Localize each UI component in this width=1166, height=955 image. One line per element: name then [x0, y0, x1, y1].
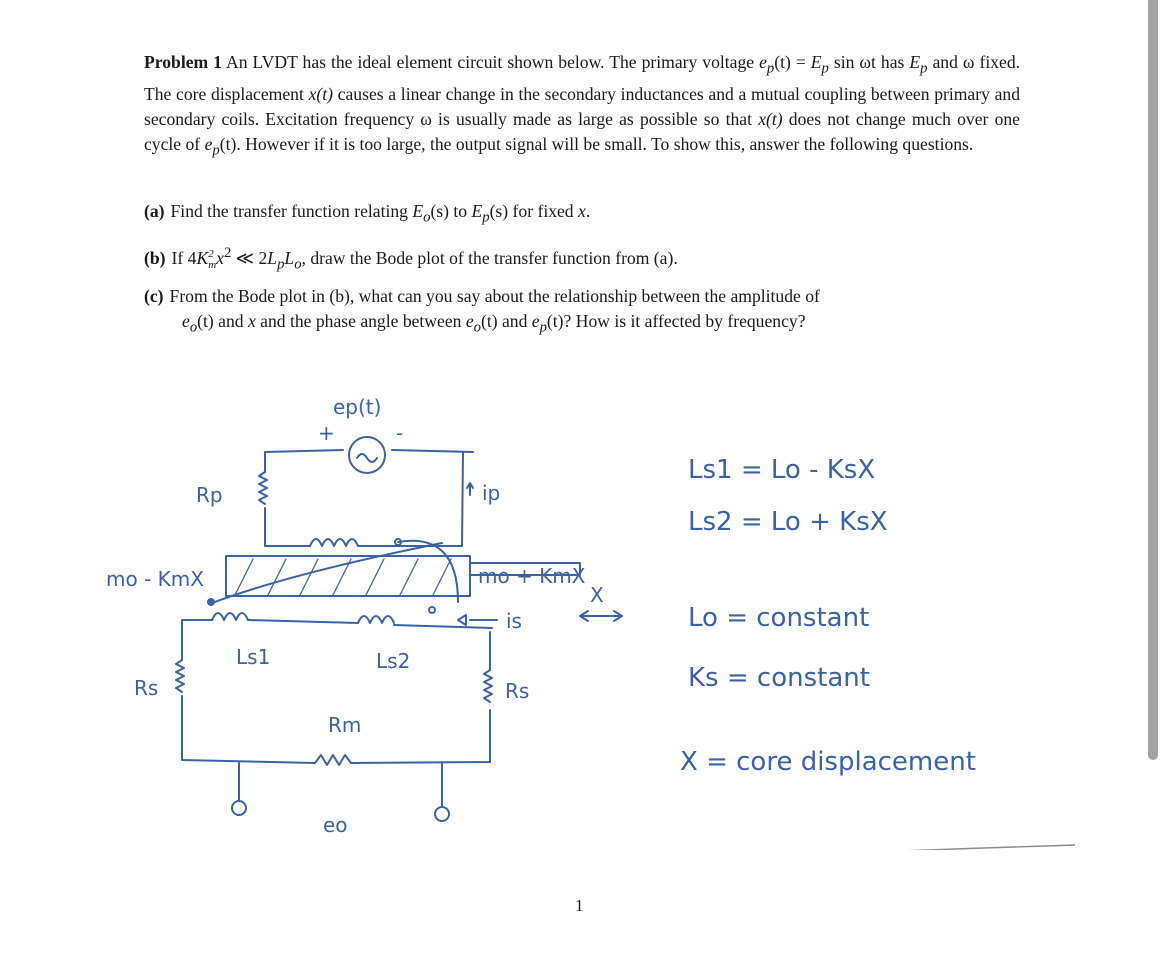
question-label: (a)	[144, 201, 165, 221]
math: x	[247, 311, 256, 332]
rs-right-label: Rs	[505, 679, 530, 703]
question-label: (b)	[144, 247, 166, 268]
question-text: .	[585, 201, 591, 221]
math: L	[284, 247, 295, 268]
problem-text: (t) =	[774, 52, 811, 72]
math-sup: 2	[223, 245, 232, 261]
math-sub: p	[766, 60, 775, 77]
displacement-arrow-icon	[580, 611, 622, 621]
output-terminal-left-icon	[232, 801, 246, 815]
core-rect	[226, 556, 470, 596]
note-ls2-equation: Ls2 = Lo + KsX	[688, 507, 888, 537]
question-label: (c)	[144, 286, 164, 306]
math-sub: o	[189, 319, 198, 336]
question-text: and the phase angle between	[255, 311, 466, 332]
ls1-label: Ls1	[236, 645, 271, 669]
x-label: X	[590, 583, 604, 607]
math-sup: 2	[208, 247, 214, 260]
question-text: (t) and	[197, 311, 248, 332]
secondary-coil-1-icon	[212, 613, 248, 620]
secondary-coil-2-icon	[358, 616, 394, 623]
question-b	[144, 241, 1024, 278]
problem-text: causes a linear change in the secondary inductances and a mutual coupling between primary and secondary coils. Excitation frequency ω is usually made as large as possible so that	[144, 83, 1020, 129]
question-text: From the Bode plot in (b), what can you say about the relationship between the amplitude of	[169, 286, 820, 306]
problem-text: and ω fixed. The core displacement	[144, 52, 1021, 104]
math: E	[471, 201, 483, 221]
minus-label: -	[396, 421, 404, 445]
math: E	[909, 52, 921, 72]
math: K	[196, 247, 209, 268]
math: E	[810, 52, 822, 72]
math: L	[267, 247, 278, 268]
math-sub: o	[294, 256, 302, 273]
math: e	[531, 311, 540, 332]
note-ks-constant: Ks = constant	[688, 663, 870, 693]
core-right-label: mo + KmX	[478, 564, 586, 588]
vertical-scrollbar[interactable]	[1148, 0, 1158, 760]
source-label: ep(t)	[333, 395, 382, 419]
question-text: (t)? How is it affected by frequency?	[546, 311, 806, 332]
question-text: Find the transfer function relating	[170, 201, 413, 221]
problem-text: does not change much over one cycle of	[144, 108, 1020, 155]
question-text: ≪ 2	[231, 247, 268, 268]
math-sub: p	[277, 256, 285, 273]
note-ls1-equation: Ls1 = Lo - KsX	[688, 455, 876, 485]
problem-text: An LVDT has the ideal element circuit shown below. The primary voltage	[221, 52, 760, 72]
question-c	[144, 284, 1024, 341]
math-sub: p	[482, 209, 490, 226]
secondary-resistor-left-icon	[176, 660, 184, 692]
math: x(t)	[758, 108, 783, 129]
ls2-label: Ls2	[376, 649, 411, 673]
scan-line	[85, 845, 1075, 850]
math-sub: o	[473, 319, 481, 336]
question-text: If 4	[171, 247, 197, 268]
note-x-definition: X = core displacement	[680, 747, 976, 777]
question-text: (t) and	[480, 311, 532, 332]
core-left-label: mo - KmX	[106, 567, 204, 591]
output-terminal-right-icon	[435, 807, 449, 821]
math-sub: p	[539, 319, 547, 336]
page-number: 1	[575, 896, 584, 915]
ac-source-icon	[349, 437, 385, 473]
plus-label: +	[318, 421, 335, 445]
math: x	[216, 247, 224, 268]
rs-left-label: Rs	[134, 676, 159, 700]
math-sub: o	[423, 209, 431, 226]
math: x	[578, 201, 586, 221]
note-lo-constant: Lo = constant	[688, 603, 870, 633]
eo-label: eo	[323, 813, 348, 837]
rp-label: Rp	[196, 483, 223, 507]
math: e	[759, 52, 767, 72]
problem-statement	[144, 50, 1020, 164]
problem-text: sin ωt has	[828, 52, 910, 72]
diagram-labels	[106, 395, 604, 837]
math: x(t)	[308, 83, 333, 104]
secondary-resistor-right-icon	[484, 670, 492, 702]
question-a	[144, 199, 1024, 231]
math: e	[204, 134, 213, 155]
math: e	[465, 311, 474, 332]
question-text: (s) to	[430, 201, 472, 221]
math-sub: p	[212, 142, 220, 159]
math-sub: m	[208, 258, 217, 271]
math-sub: p	[920, 60, 928, 77]
question-text: , draw the Bode plot of the transfer function from (a).	[301, 247, 678, 268]
handwritten-notes	[680, 455, 976, 777]
problem-text: (t). However if it is too large, the output signal will be small. To show this, answer the following questions.	[219, 134, 974, 155]
math-sub: p	[821, 60, 829, 77]
rm-label: Rm	[328, 713, 362, 737]
primary-resistor-icon	[259, 472, 267, 504]
is-label: is	[506, 609, 522, 633]
lvdt-circuit-diagram	[0, 370, 1150, 850]
meter-resistor-icon	[315, 755, 351, 765]
primary-coil-icon	[310, 539, 358, 546]
math: E	[412, 201, 424, 221]
question-text: (s) for fixed	[489, 201, 579, 221]
ip-label: ip	[482, 481, 501, 505]
problem-label: Problem 1	[144, 52, 222, 72]
math: e	[182, 311, 190, 332]
